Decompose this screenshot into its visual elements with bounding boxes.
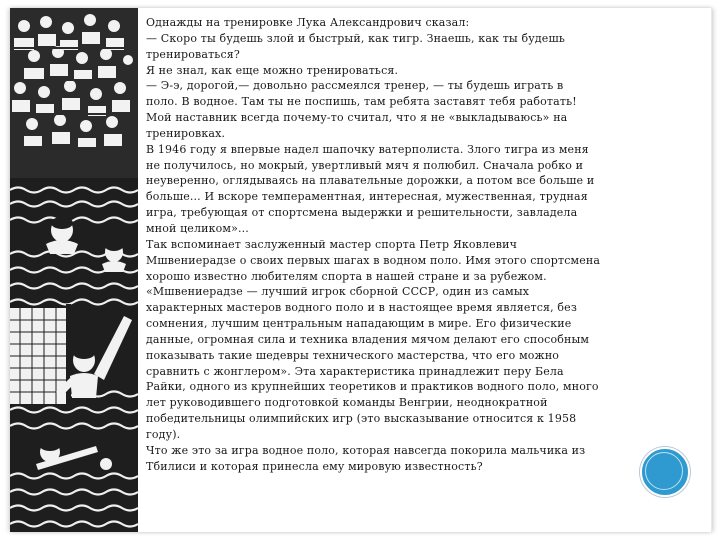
- text-line: Так вспоминает заслуженный мастер спорта Петр Яковлевич: [146, 237, 518, 251]
- text-line: данные, огромная сила и техника владения мячом делают его способным: [146, 332, 590, 346]
- text-line: Тбилиси и которая принесла ему мировую известность?: [146, 459, 483, 473]
- text-line: поло. В водное. Там ты не поспишь, там ребята заставят тебя работать!: [146, 95, 577, 109]
- text-line: победительницы олимпийских игр (это высказывание относится к 1958: [146, 412, 577, 426]
- text-line: игра, требующая от спортсмена выдержки и решительности, завладела: [146, 206, 578, 220]
- water-polo-woodcut-image: [10, 8, 138, 532]
- text-line: лет руководившего подготовкой команды Венгрии, неоднократной: [146, 396, 548, 410]
- text-line: В 1946 году я впервые надел шапочку ватерполиста. Злого тигра из меня: [146, 142, 589, 156]
- text-line: «Мшвениерадзе — лучший игрок сборной СССР, один из самых: [146, 285, 530, 299]
- text-line: сравнить с жонглером». Эта характеристика принадлежит перу Бела: [146, 364, 564, 378]
- text-line: — Скоро ты будешь злой и быстрый, как тигр. Знаешь, как ты будешь: [146, 31, 565, 45]
- text-line: — Э-э, дорогой,— довольно рассмеялся тренер, — ты будешь играть в: [146, 79, 564, 93]
- text-line: характерных мастеров водного поло и в настоящее время является, без: [146, 301, 577, 315]
- text-line: не получилось, но мокрый, увертливый мяч я полюбил. Сначала робко и: [146, 158, 584, 172]
- text-line: Мой наставник всегда почему-то считал, что я не «выкладываюсь» на: [146, 111, 568, 125]
- text-line: Райки, одного из крупнейших теоретиков и практиков водного поло, много: [146, 380, 599, 394]
- text-line: Я не знал, как еще можно тренироваться.: [146, 63, 399, 77]
- text-line: хорошо известно любителям спорта в нашей стране и за рубежом.: [146, 269, 547, 283]
- text-line: Что же это за игра водное поло, которая навсегда покорила мальчика из: [146, 443, 586, 457]
- text-line: мной целиком»...: [146, 221, 249, 235]
- text-line: тренироваться?: [146, 47, 240, 61]
- text-line: больше... И вскоре темпераментная, интересная, мужественная, трудная: [146, 190, 588, 204]
- text-line: году).: [146, 427, 181, 441]
- text-line: Однажды на тренировке Лука Александрович сказал:: [146, 16, 470, 29]
- text-line: сомнения, лучшим центральным нападающим в мире. Его физические: [146, 317, 572, 331]
- article-text: [146, 15, 694, 474]
- text-line: Мшвениерадзе о своих первых шагах в водном поло. Имя этого спортсмена: [146, 253, 601, 267]
- text-line: неуверенно, оглядываясь на плавательные дорожки, а потом все больше и: [146, 174, 595, 188]
- circle-ring: [645, 452, 683, 490]
- text-line: тренировках.: [146, 126, 226, 140]
- decorative-circle-icon: [640, 447, 690, 497]
- text-line: показывать такие шедевры технического мастерства, что его можно: [146, 348, 560, 362]
